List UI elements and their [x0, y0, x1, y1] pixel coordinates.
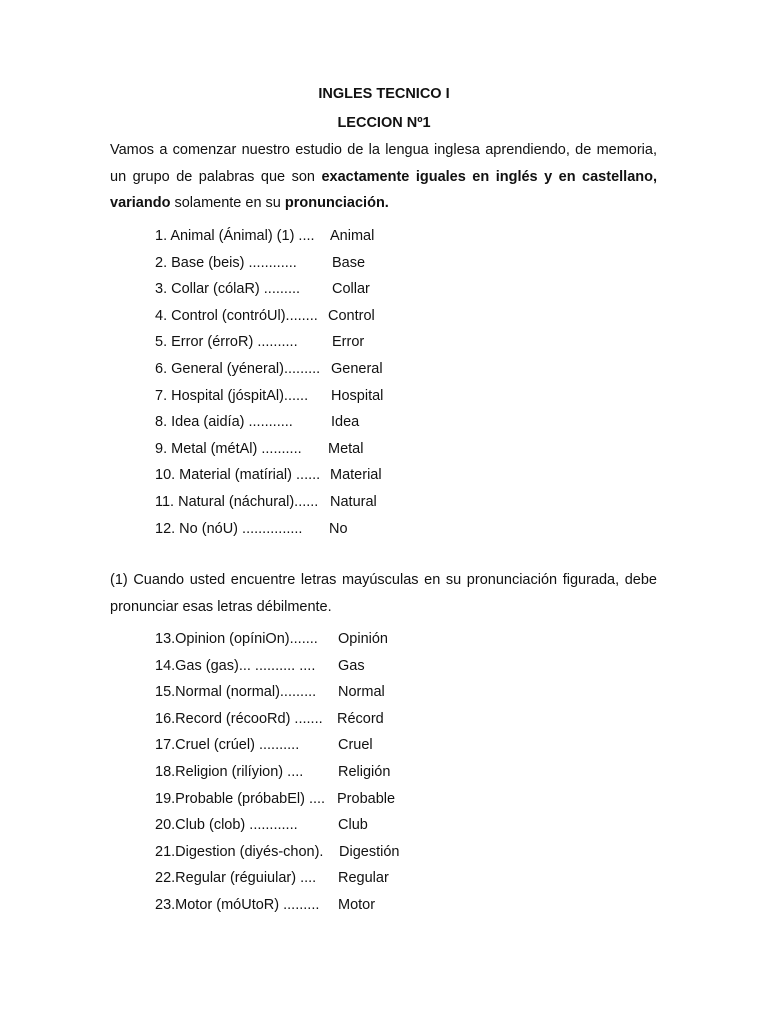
word-pronunciation: 15.Normal (normal)......... — [155, 684, 317, 701]
word-pronunciation: 9. Metal (métAl) .......... — [155, 440, 302, 457]
word-spanish: Normal — [338, 684, 385, 701]
word-spanish: Collar — [332, 281, 370, 298]
word-spanish: Regular — [338, 870, 389, 887]
word-pronunciation: 11. Natural (náchural)...... — [155, 493, 319, 510]
word-pronunciation: 4. Control (contróUl)........ — [155, 307, 318, 324]
word-pronunciation: 12. No (nóU) ............... — [155, 520, 303, 537]
word-spanish: Control — [328, 307, 375, 324]
word-pronunciation: 5. Error (érroR) .......... — [155, 334, 298, 351]
word-pronunciation: 16.Record (récooRd) ....... — [155, 710, 323, 727]
footnote: (1) Cuando usted encuentre letras mayúsculas en su pronunciación figurada, debe pronunciar esas letras débilmente. — [110, 572, 657, 615]
word-spanish: Metal — [328, 440, 364, 457]
word-spanish: Material — [330, 467, 382, 484]
word-spanish: Motor — [338, 896, 376, 913]
word-spanish: Idea — [331, 414, 360, 431]
word-spanish: Base — [332, 254, 366, 271]
word-pronunciation: 1. Animal (Ánimal) (1) .... — [155, 228, 315, 244]
word-spanish: Natural — [330, 493, 377, 510]
word-pronunciation: 6. General (yéneral)......... — [155, 360, 321, 377]
word-pronunciation: 2. Base (beis) ............ — [155, 254, 297, 271]
word-pronunciation: 18.Religion (rilíyion) .... — [155, 763, 304, 780]
word-pronunciation: 19.Probable (próbabEl) .... — [155, 790, 326, 807]
word-pronunciation: 13.Opinion (opíniOn)....... — [155, 631, 318, 647]
word-spanish: Gas — [338, 657, 365, 674]
intro-text-1: Vamos a comenzar nuestro estudio de la lengua inglesa aprendiendo, de memoria, un grupo de palabras que son — [110, 142, 657, 185]
word-spanish: Digestión — [339, 843, 400, 860]
intro-text-2: solamente en su — [170, 195, 285, 211]
word-spanish: Religión — [338, 763, 391, 780]
word-spanish: No — [329, 520, 348, 537]
word-pronunciation: 20.Club (clob) ............ — [155, 817, 298, 834]
word-pronunciation: 3. Collar (cólaR) ......... — [155, 281, 301, 298]
word-pronunciation: 23.Motor (móUtoR) ......... — [155, 896, 320, 913]
word-pronunciation: 21.Digestion (diyés-chon). — [155, 843, 324, 860]
word-pronunciation: 10. Material (matírial) ...... — [155, 467, 321, 484]
document-title: INGLES TECNICO I — [318, 86, 450, 102]
word-spanish: Opinión — [338, 631, 388, 647]
word-spanish: Hospital — [331, 387, 384, 404]
intro-bold-2: pronunciación. — [284, 195, 389, 211]
word-spanish: Récord — [337, 710, 384, 727]
word-pronunciation: 7. Hospital (jóspitAl)...... — [155, 387, 309, 404]
word-spanish: Animal — [330, 228, 375, 244]
word-pronunciation: 8. Idea (aidía) ........... — [155, 414, 293, 431]
intro-bold-1: exactamente iguales en inglés y en castellano, variando — [110, 168, 657, 211]
word-pronunciation: 17.Cruel (crúel) .......... — [155, 737, 300, 754]
word-pronunciation: 22.Regular (réguiular) .... — [155, 870, 317, 887]
lesson-title: LECCION Nº1 — [337, 115, 431, 131]
word-pronunciation: 14.Gas (gas)... .......... .... — [155, 657, 316, 674]
word-spanish: Probable — [337, 790, 396, 807]
word-spanish: General — [331, 360, 383, 377]
word-spanish: Cruel — [338, 737, 373, 754]
intro-paragraph — [110, 137, 657, 217]
word-spanish: Error — [332, 334, 365, 351]
word-spanish: Club — [338, 817, 368, 834]
